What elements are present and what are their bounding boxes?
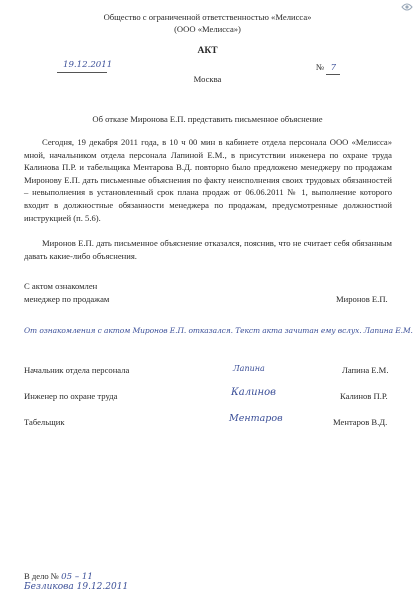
number-sign: №	[316, 62, 325, 72]
acquainted-label: С актом ознакомлен	[24, 281, 98, 291]
signatory-signature: Ментаров	[229, 413, 283, 424]
signatory-signature: Лапина	[233, 364, 265, 373]
body-paragraph-1: Сегодня, 19 декабря 2011 года, в 10 ч 00 мин в кабинете отдела персонала ООО «Мелисса» мной, начальником отдела персонала Лапиной Е.М., в присутствии инженера по охране труда Калинова П.Р. и табельщика Ментарова В.Д. повторно было предложено менеджеру по продажам Миронову Е.П. дать письменные объяснения по факту неисполнения своих трудовых обязанностей – невыполнения в установленный срок плана продаж от 06.06.2011 № 1, выполнение которого входит в должностные обязанности менеджера по продажам, предусмотренные должностной инструкцией (п. 5.6).	[24, 137, 392, 223]
signatory-position: Табельщик	[24, 417, 65, 427]
doc-date: 19.12.2011	[63, 60, 113, 70]
acquainted-name: Миронов Е.П.	[336, 294, 388, 304]
acquainted-position: менеджер по продажам	[24, 294, 110, 304]
filing-label: В дело №	[24, 571, 60, 581]
date-line	[57, 60, 113, 73]
filing-signature: Безликова 19.12.2011	[24, 582, 129, 592]
signatory-name: Калинов П.Р.	[340, 391, 388, 401]
number-value: 7	[326, 62, 340, 75]
signatory-name: Ментаров В.Д.	[333, 417, 388, 427]
handwritten-refusal-note: От ознакомления с актом Миронов Е.П. отказался. Текст акта зачитан ему вслух. Лапина Е.М.	[24, 326, 413, 335]
body-paragraph-2: Миронов Е.П. дать письменное объяснение отказался, пояснив, что не считает себя обязанным давать какие-либо объяснения.	[24, 238, 392, 261]
doc-title: АКТ	[197, 46, 218, 56]
doc-city: Москва	[193, 74, 222, 84]
org-full-name: Общество с ограниченной ответственностью «Мелисса»	[103, 12, 312, 22]
doc-subject: Об отказе Миронова Е.П. представить письменное объяснение	[92, 114, 323, 124]
org-short-name: (ООО «Мелисса»)	[174, 24, 241, 34]
signatory-name: Лапина Е.М.	[342, 365, 389, 375]
signatory-signature: Калинов	[231, 387, 276, 398]
signatory-position: Начальник отдела персонала	[24, 365, 130, 375]
filing-case-number: 05 – 11	[61, 572, 93, 582]
signatory-position: Инженер по охране труда	[24, 391, 118, 401]
